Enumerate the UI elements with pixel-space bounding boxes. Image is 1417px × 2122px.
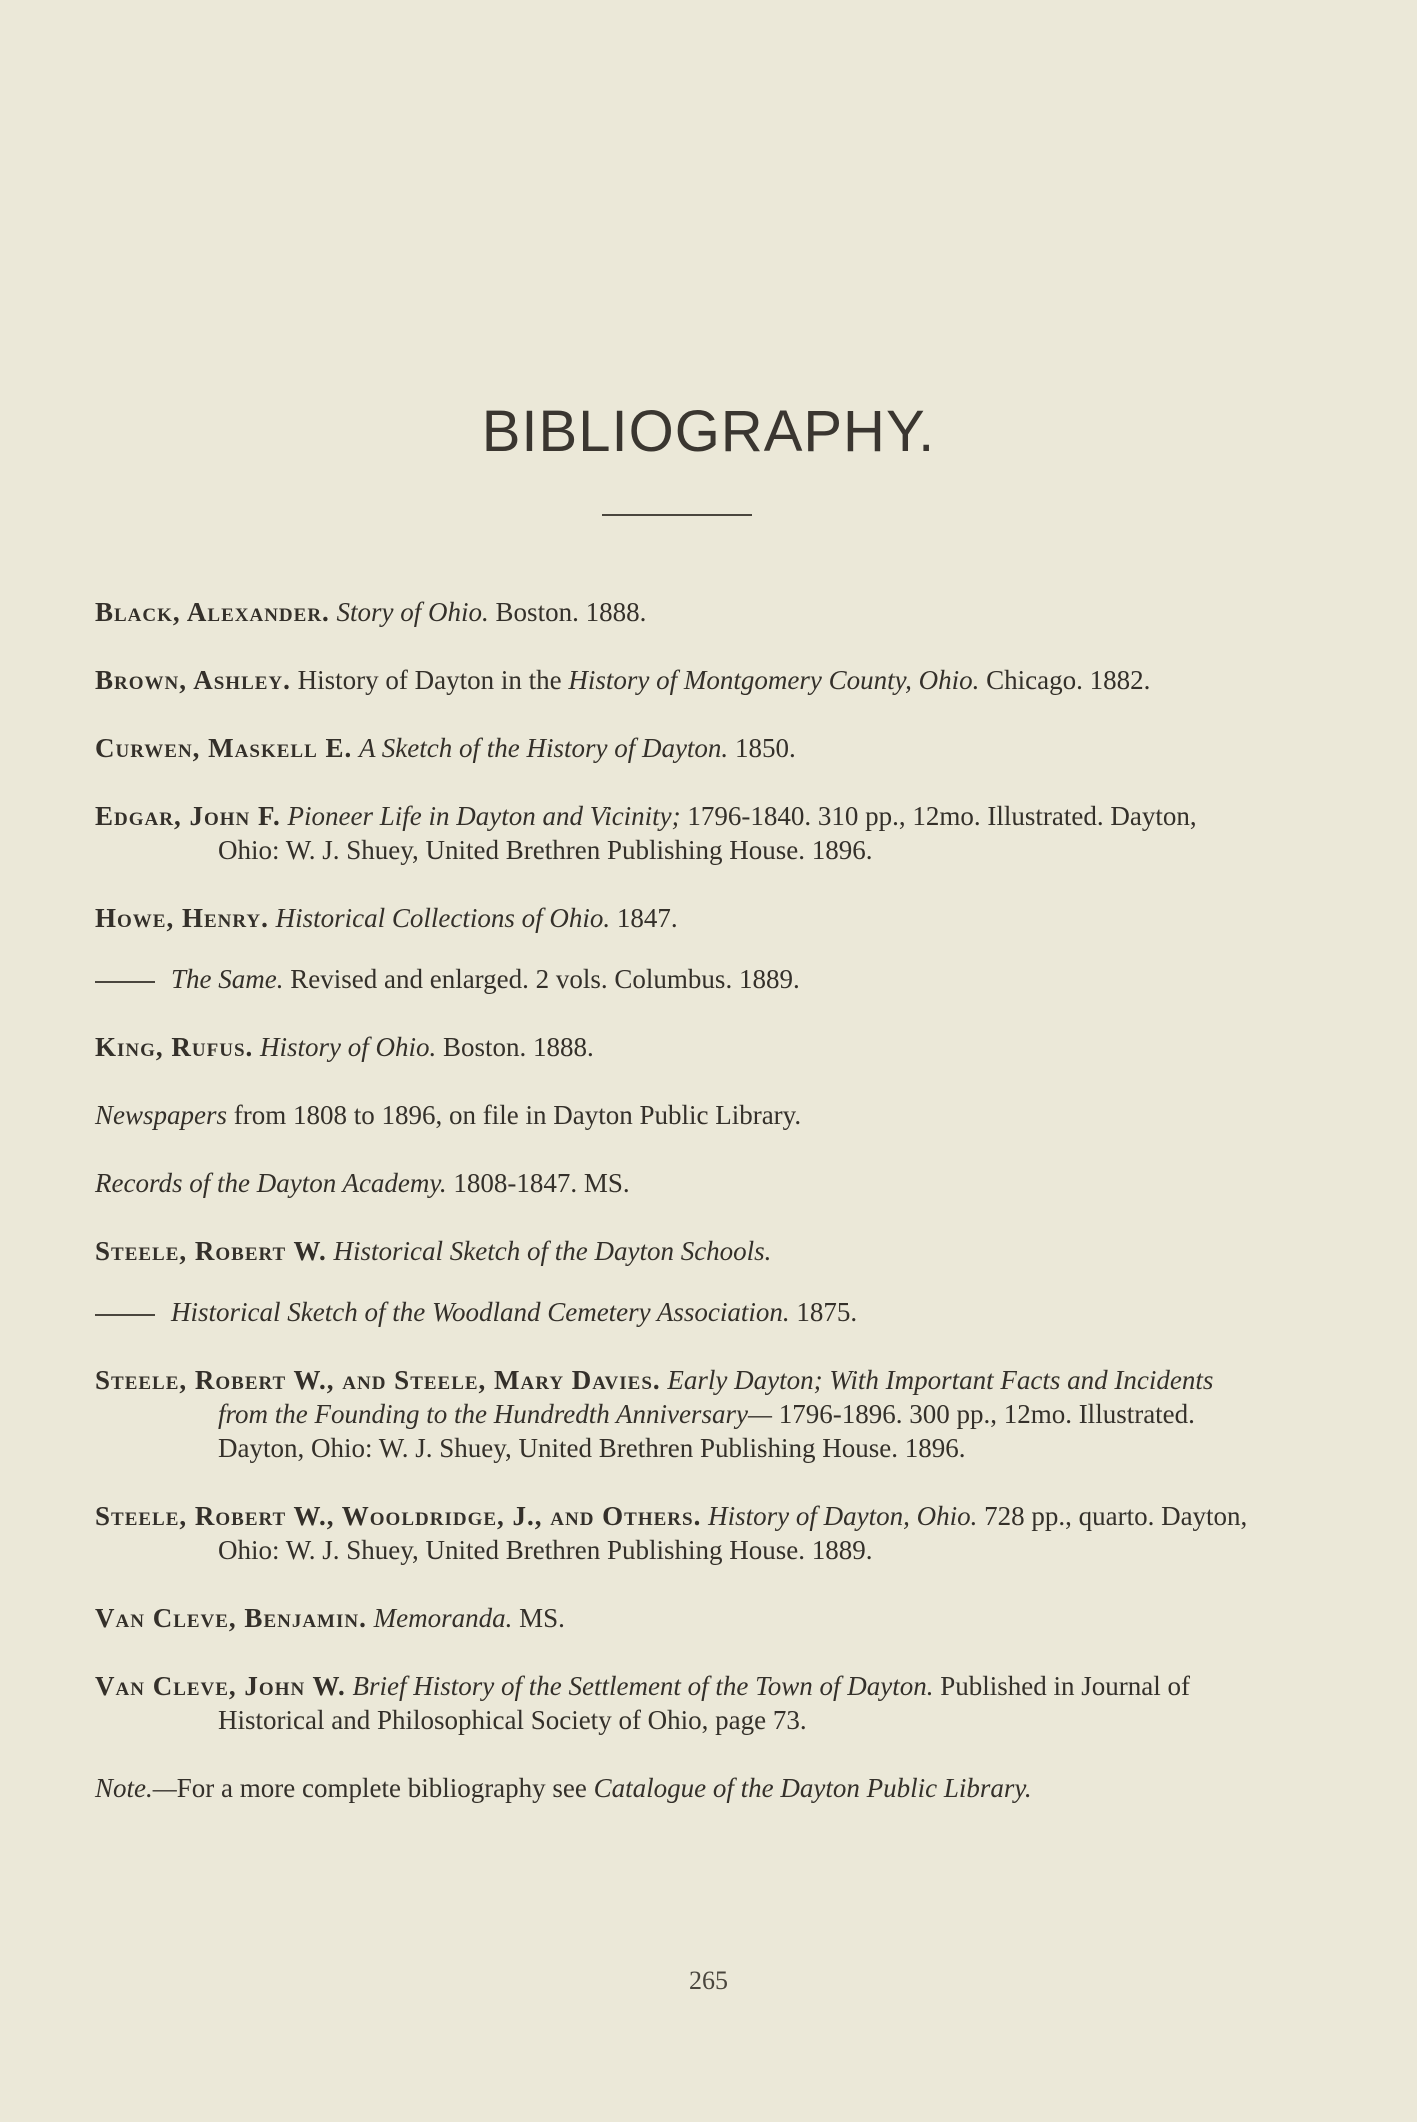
bibliography-entry bbox=[95, 901, 1260, 935]
entry-details: Published in Journal of Historical and Philosophical Society of Ohio, page 73. bbox=[218, 1671, 1190, 1735]
bibliography-entry bbox=[95, 663, 1260, 697]
entry-author: King, Rufus. bbox=[95, 1032, 254, 1062]
entry-title: History of Dayton, Ohio. bbox=[708, 1501, 978, 1531]
entry-title: Early Dayton; With Important Facts and Incidents from the Founding to the Hundredth Anniversary— bbox=[218, 1365, 1214, 1429]
entry-author: Curwen, Maskell E. bbox=[95, 733, 353, 763]
bibliography-entry bbox=[95, 1669, 1260, 1737]
bibliography-entry bbox=[95, 1030, 1260, 1064]
bibliography-list bbox=[95, 568, 1260, 1839]
entry-author: Howe, Henry. bbox=[95, 903, 269, 933]
entry-details: 1808-1847. MS. bbox=[453, 1168, 630, 1198]
entry-title: Historical Sketch of the Woodland Cemetery Association. bbox=[171, 1297, 790, 1327]
bibliography-entry bbox=[95, 731, 1260, 765]
bibliography-note bbox=[95, 1771, 1260, 1805]
entry-title: Historical Collections of Ohio. bbox=[275, 903, 611, 933]
entry-title: Memoranda. bbox=[373, 1603, 513, 1633]
title-rule bbox=[602, 514, 752, 516]
entry-text: History of Dayton in the bbox=[297, 665, 562, 695]
entry-details: Chicago. 1882. bbox=[986, 665, 1151, 695]
entry-details: Boston. 1888. bbox=[495, 597, 647, 627]
entry-title: History of Ohio. bbox=[260, 1032, 437, 1062]
entry-text: For a more complete bibliography see bbox=[176, 1773, 587, 1803]
entry-details: 1850. bbox=[734, 733, 796, 763]
entry-details: Revised and enlarged. 2 vols. Columbus. 1889. bbox=[290, 964, 800, 994]
entry-author: Brown, Ashley. bbox=[95, 665, 291, 695]
entry-title: A Sketch of the History of Dayton. bbox=[359, 733, 729, 763]
entry-title: Records of the Dayton Academy. bbox=[95, 1168, 447, 1198]
bibliography-entry bbox=[95, 1363, 1260, 1465]
entry-title: Newspapers bbox=[95, 1100, 228, 1130]
entry-author: Black, Alexander. bbox=[95, 597, 330, 627]
ditto-dash bbox=[95, 1314, 155, 1316]
entry-author: Steele, Robert W., Wooldridge, J., and Others. bbox=[95, 1501, 702, 1531]
entry-title: Story of Ohio. bbox=[336, 597, 489, 627]
entry-title: Brief History of the Settlement of the Town of Dayton. bbox=[352, 1671, 934, 1701]
page-number: 265 bbox=[689, 1966, 728, 1995]
bibliography-entry bbox=[95, 1499, 1260, 1567]
bibliography-entry bbox=[95, 1601, 1260, 1635]
entry-details: Boston. 1888. bbox=[443, 1032, 594, 1062]
entry-author: Van Cleve, John W. bbox=[95, 1671, 346, 1701]
page-title: BIBLIOGRAPHY. bbox=[481, 399, 936, 464]
entry-author: Steele, Robert W., and Steele, Mary Davies. bbox=[95, 1365, 661, 1395]
bibliography-entry bbox=[95, 1166, 1260, 1200]
entry-title: Catalogue of the Dayton Public Library. bbox=[593, 1773, 1032, 1803]
entry-details: 1796-1896. 300 pp., 12mo. Illustrated. Dayton, Ohio: W. J. Shuey, United Brethren Publishing House. 1896. bbox=[218, 1399, 1195, 1463]
bibliography-entry bbox=[95, 1234, 1260, 1268]
entry-title: The Same. bbox=[171, 964, 284, 994]
entry-author: Steele, Robert W. bbox=[95, 1236, 327, 1266]
entry-details: 1847. bbox=[616, 903, 678, 933]
entry-title: Pioneer Life in Dayton and Vicinity; bbox=[287, 801, 681, 831]
entry-details: from 1808 to 1896, on file in Dayton Public Library. bbox=[233, 1100, 802, 1130]
bibliography-entry bbox=[95, 799, 1260, 867]
bibliography-entry bbox=[95, 1295, 1260, 1329]
entry-details: 1796-1840. 310 pp., 12mo. Illustrated. Dayton, Ohio: W. J. Shuey, United Brethren Publishing House. 1896. bbox=[218, 801, 1197, 865]
entry-details: MS. bbox=[519, 1603, 565, 1633]
bibliography-entry bbox=[95, 1098, 1260, 1132]
entry-details: 728 pp., quarto. Dayton, Ohio: W. J. Shuey, United Brethren Publishing House. 1889. bbox=[218, 1501, 1248, 1565]
entry-title: History of Montgomery County, Ohio. bbox=[568, 665, 980, 695]
entry-details: 1875. bbox=[796, 1297, 858, 1327]
bibliography-entry bbox=[95, 595, 1260, 629]
entry-author: Edgar, John F. bbox=[95, 801, 281, 831]
entry-author: Van Cleve, Benjamin. bbox=[95, 1603, 367, 1633]
bibliography-entry bbox=[95, 962, 1260, 996]
note-label: Note.— bbox=[95, 1773, 177, 1803]
ditto-dash bbox=[95, 981, 155, 983]
entry-title: Historical Sketch of the Dayton Schools. bbox=[333, 1236, 772, 1266]
